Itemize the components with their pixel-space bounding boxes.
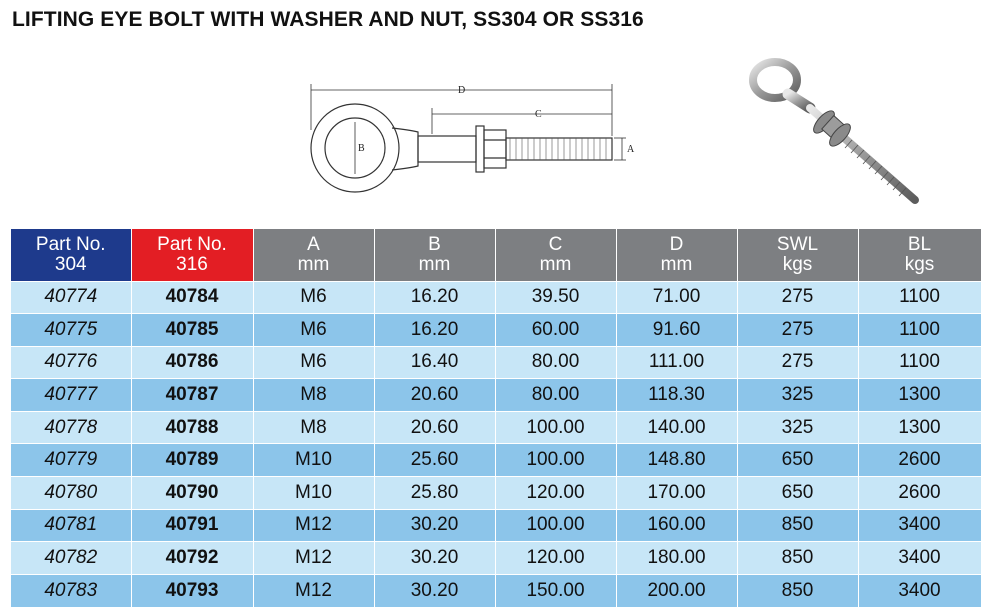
dimension-label-a: A xyxy=(627,144,635,155)
cell-part-304: 40780 xyxy=(11,477,131,510)
table-row xyxy=(11,314,981,347)
cell-bl: 1300 xyxy=(858,379,981,412)
table-row xyxy=(11,379,981,412)
cell-swl: 850 xyxy=(737,574,858,607)
cell-c: 150.00 xyxy=(495,574,616,607)
cell-part-304: 40777 xyxy=(11,379,131,412)
cell-swl: 275 xyxy=(737,281,858,314)
cell-c: 120.00 xyxy=(495,477,616,510)
header-c: C mm xyxy=(495,229,616,281)
cell-d: 170.00 xyxy=(616,477,737,510)
cell-a: M6 xyxy=(253,281,374,314)
table-header-row xyxy=(11,229,981,281)
cell-part-316: 40790 xyxy=(131,477,253,510)
cell-bl: 1100 xyxy=(858,281,981,314)
cell-b: 16.20 xyxy=(374,281,495,314)
table-row xyxy=(11,281,981,314)
cell-d: 71.00 xyxy=(616,281,737,314)
header-part-no-316: Part No. 316 xyxy=(131,229,253,281)
cell-bl: 3400 xyxy=(858,574,981,607)
cell-a: M8 xyxy=(253,411,374,444)
cell-part-316: 40793 xyxy=(131,574,253,607)
cell-part-316: 40792 xyxy=(131,542,253,575)
cell-bl: 2600 xyxy=(858,477,981,510)
cell-b: 25.80 xyxy=(374,477,495,510)
cell-a: M8 xyxy=(253,379,374,412)
cell-part-304: 40774 xyxy=(11,281,131,314)
table-row xyxy=(11,509,981,542)
cell-a: M6 xyxy=(253,314,374,347)
cell-c: 100.00 xyxy=(495,444,616,477)
cell-bl: 3400 xyxy=(858,542,981,575)
cell-bl: 1300 xyxy=(858,411,981,444)
cell-c: 60.00 xyxy=(495,314,616,347)
cell-b: 16.20 xyxy=(374,314,495,347)
cell-part-304: 40782 xyxy=(11,542,131,575)
cell-bl: 1100 xyxy=(858,346,981,379)
cell-a: M6 xyxy=(253,346,374,379)
cell-b: 30.20 xyxy=(374,574,495,607)
cell-b: 25.60 xyxy=(374,444,495,477)
cell-a: M10 xyxy=(253,477,374,510)
cell-b: 30.20 xyxy=(374,509,495,542)
cell-part-304: 40778 xyxy=(11,411,131,444)
cell-a: M10 xyxy=(253,444,374,477)
header-part-no-304: Part No. 304 xyxy=(11,229,131,281)
table-row xyxy=(11,542,981,575)
cell-part-316: 40788 xyxy=(131,411,253,444)
cell-c: 100.00 xyxy=(495,509,616,542)
table-row xyxy=(11,444,981,477)
cell-swl: 275 xyxy=(737,346,858,379)
cell-bl: 3400 xyxy=(858,509,981,542)
cell-b: 20.60 xyxy=(374,411,495,444)
specification-table xyxy=(11,229,982,607)
cell-part-316: 40789 xyxy=(131,444,253,477)
header-swl: SWL kgs xyxy=(737,229,858,281)
cell-b: 16.40 xyxy=(374,346,495,379)
dimension-label-b: B xyxy=(358,143,365,154)
cell-d: 200.00 xyxy=(616,574,737,607)
cell-b: 30.20 xyxy=(374,542,495,575)
cell-swl: 325 xyxy=(737,411,858,444)
cell-swl: 275 xyxy=(737,314,858,347)
cell-swl: 850 xyxy=(737,542,858,575)
cell-b: 20.60 xyxy=(374,379,495,412)
cell-d: 118.30 xyxy=(616,379,737,412)
cell-d: 140.00 xyxy=(616,411,737,444)
cell-part-304: 40781 xyxy=(11,509,131,542)
cell-c: 39.50 xyxy=(495,281,616,314)
cell-part-316: 40787 xyxy=(131,379,253,412)
cell-part-304: 40775 xyxy=(11,314,131,347)
cell-d: 148.80 xyxy=(616,444,737,477)
cell-c: 100.00 xyxy=(495,411,616,444)
cell-part-316: 40784 xyxy=(131,281,253,314)
cell-d: 160.00 xyxy=(616,509,737,542)
header-d: D mm xyxy=(616,229,737,281)
cell-d: 111.00 xyxy=(616,346,737,379)
cell-part-316: 40785 xyxy=(131,314,253,347)
table-row xyxy=(11,477,981,510)
header-bl: BL kgs xyxy=(858,229,981,281)
cell-swl: 850 xyxy=(737,509,858,542)
dimension-label-d: D xyxy=(458,85,466,96)
cell-c: 120.00 xyxy=(495,542,616,575)
cell-c: 80.00 xyxy=(495,379,616,412)
table-row xyxy=(11,574,981,607)
cell-a: M12 xyxy=(253,509,374,542)
cell-d: 91.60 xyxy=(616,314,737,347)
cell-part-304: 40779 xyxy=(11,444,131,477)
cell-bl: 2600 xyxy=(858,444,981,477)
table-row xyxy=(11,346,981,379)
cell-d: 180.00 xyxy=(616,542,737,575)
cell-bl: 1100 xyxy=(858,314,981,347)
cell-c: 80.00 xyxy=(495,346,616,379)
cell-swl: 650 xyxy=(737,477,858,510)
header-b: B mm xyxy=(374,229,495,281)
eye-bolt-dimension-drawing xyxy=(300,70,640,210)
cell-a: M12 xyxy=(253,542,374,575)
cell-part-316: 40786 xyxy=(131,346,253,379)
cell-swl: 325 xyxy=(737,379,858,412)
cell-part-304: 40783 xyxy=(11,574,131,607)
dimension-label-c: C xyxy=(535,109,542,120)
cell-part-316: 40791 xyxy=(131,509,253,542)
table-row xyxy=(11,411,981,444)
page-title: LIFTING EYE BOLT WITH WASHER AND NUT, SS304 OR SS316 xyxy=(12,8,644,31)
cell-part-304: 40776 xyxy=(11,346,131,379)
eye-bolt-product-image xyxy=(740,48,940,213)
cell-a: M12 xyxy=(253,574,374,607)
cell-swl: 650 xyxy=(737,444,858,477)
header-a: A mm xyxy=(253,229,374,281)
